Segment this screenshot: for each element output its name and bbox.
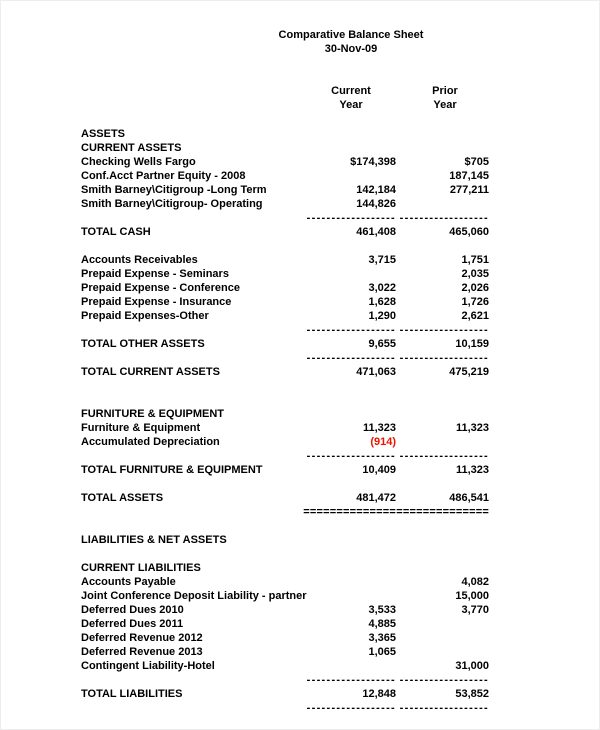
row-smith-barney-citigroup-operating [81,197,489,211]
column-header-current-line1: Current [331,85,371,97]
double-rule-current: ============== [303,506,396,518]
prior-year-value [396,631,489,645]
dashed-rule-prior: ------------------ [399,450,489,462]
row-label: Deferred Revenue 2012 [81,632,203,644]
current-year-value [286,407,396,421]
row-label: Smith Barney\Citigroup -Long Term [81,184,267,196]
prior-year-value [396,239,489,253]
prior-year-value: 2,035 [461,268,489,280]
dashed-rule-prior: ------------------ [399,324,489,336]
current-year-value: 3,022 [368,282,396,294]
row-label: Joint Conference Deposit Liability - partner [81,590,307,602]
row-accounts-payable [81,575,489,589]
prior-year-value [396,379,489,393]
current-year-value [286,575,396,589]
dashed-rule-prior: ------------------ [399,674,489,686]
row-blank [81,379,489,393]
row-total-other-assets [81,337,489,351]
row-checking-wells-fargo [81,155,489,169]
current-year-value: 10,409 [362,464,396,476]
prior-year-value: $705 [464,156,489,168]
row-label [81,211,286,225]
row-label: LIABILITIES & NET ASSETS [81,534,227,546]
prior-year-value [396,197,489,211]
row-total-liabilities [81,687,489,701]
current-year-value: 1,290 [368,310,396,322]
row-label: Deferred Revenue 2013 [81,646,203,658]
current-year-value [286,659,396,673]
row-label: TOTAL OTHER ASSETS [81,338,205,350]
prior-year-value [396,547,489,561]
row-label: Prepaid Expense - Seminars [81,268,229,280]
dashed-rule-current: ------------------ [306,324,396,336]
row-total-furniture-equipment [81,463,489,477]
prior-year-value [396,127,489,141]
row-label [81,519,286,533]
prior-year-value: 1,751 [461,254,489,266]
prior-year-value: 2,621 [461,310,489,322]
prior-year-value [396,407,489,421]
row-assets-heading [81,127,489,141]
prior-year-value: 187,145 [449,170,489,182]
current-year-value [286,547,396,561]
current-year-value [286,169,396,183]
column-header-current-year [296,84,406,112]
prior-year-value [396,393,489,407]
row-conf-acct-partner-equity-2008 [81,169,489,183]
row-label: Contingent Liability-Hotel [81,660,215,672]
row-separator-dashed [81,701,489,715]
dashed-rule-prior: ------------------ [399,212,489,224]
dashed-rule-current: ------------------ [306,674,396,686]
current-year-value: 144,826 [356,198,396,210]
current-year-value: 3,533 [368,604,396,616]
prior-year-value: 31,000 [455,660,489,672]
row-separator-dashed [81,323,489,337]
row-prepaid-expense-insurance [81,295,489,309]
current-year-value: 9,655 [368,338,396,350]
row-accumulated-depreciation [81,435,489,449]
row-prepaid-expense-conference [81,281,489,295]
row-label [81,449,286,463]
column-header-prior-line1: Prior [432,85,458,97]
row-label [81,393,286,407]
prior-year-value [396,645,489,659]
prior-year-value [396,141,489,155]
row-label: TOTAL CASH [81,226,151,238]
row-label: Prepaid Expense - Conference [81,282,240,294]
dashed-rule-current: ------------------ [306,702,396,714]
row-label: Deferred Dues 2010 [81,604,184,616]
prior-year-value: 465,060 [449,226,489,238]
row-label [81,477,286,491]
row-label [81,547,286,561]
row-label: Conf.Acct Partner Equity - 2008 [81,170,246,182]
prior-year-value: 475,219 [449,366,489,378]
row-blank [81,393,489,407]
dashed-rule-current: ------------------ [306,212,396,224]
current-year-value [286,533,396,547]
row-separator-dashed [81,211,489,225]
row-furniture-equipment [81,421,489,435]
prior-year-value [396,435,489,449]
current-year-value: 3,715 [368,254,396,266]
prior-year-value: 10,159 [455,338,489,350]
current-year-value: 3,365 [368,632,396,644]
row-label: CURRENT ASSETS [81,142,182,154]
dashed-rule-current: ------------------ [306,352,396,364]
row-label: TOTAL ASSETS [81,492,164,504]
row-smith-barney-citigroup-long-term [81,183,489,197]
dashed-rule-prior: ------------------ [399,352,489,364]
row-blank [81,547,489,561]
current-year-value [286,561,396,575]
row-label [81,505,286,519]
prior-year-value: 277,211 [449,184,489,196]
current-year-value [286,379,396,393]
row-label [81,379,286,393]
row-label [81,323,286,337]
prior-year-value [396,561,489,575]
row-separator-dashed [81,673,489,687]
prior-year-value: 1,726 [461,296,489,308]
row-furniture-equipment-heading [81,407,489,421]
current-year-value [286,393,396,407]
document-date: 30-Nov-09 [324,43,378,55]
current-year-value [286,127,396,141]
row-label: Deferred Dues 2011 [81,618,184,630]
prior-year-value: 11,323 [455,464,489,476]
column-header-prior-year [396,84,494,112]
row-label: CURRENT LIABILITIES [81,562,201,574]
column-header-prior-line2: Year [433,99,457,111]
prior-year-value: 2,026 [461,282,489,294]
row-prepaid-expense-seminars [81,267,489,281]
row-prepaid-expenses-other [81,309,489,323]
current-year-value: 481,472 [356,492,396,504]
prior-year-value [396,519,489,533]
row-label: Smith Barney\Citigroup- Operating [81,198,263,210]
column-header-current-line2: Year [339,99,363,111]
row-label [81,673,286,687]
row-label: Accumulated Depreciation [81,436,220,448]
prior-year-value: 4,082 [461,576,489,588]
dashed-rule-prior: ------------------ [399,702,489,714]
dashed-rule-current: ------------------ [306,450,396,462]
row-label: Prepaid Expenses-Other [81,310,209,322]
row-deferred-revenue-2012 [81,631,489,645]
row-deferred-dues-2010 [81,603,489,617]
current-year-value: 461,408 [356,226,396,238]
prior-year-value [396,617,489,631]
current-year-value [286,477,396,491]
current-year-value [286,519,396,533]
row-blank [81,519,489,533]
row-liabilities-net-assets-heading [81,533,489,547]
row-label [81,239,286,253]
current-year-value: (914) [370,436,396,448]
document-title: Comparative Balance Sheet [278,29,424,41]
row-total-current-assets [81,365,489,379]
current-year-value: 1,065 [368,646,396,658]
row-blank [81,239,489,253]
prior-year-value: 486,541 [449,492,489,504]
row-deferred-dues-2011 [81,617,489,631]
current-year-value [286,239,396,253]
row-current-liabilities-heading [81,561,489,575]
row-label: ASSETS [81,128,126,140]
current-year-value: 12,848 [362,688,396,700]
row-separator-dashed [81,351,489,365]
row-label: Prepaid Expense - Insurance [81,296,232,308]
current-year-value [286,589,396,603]
prior-year-value: 3,770 [461,604,489,616]
prior-year-value [396,533,489,547]
row-separator-double [81,505,489,519]
prior-year-value: 15,000 [455,590,489,602]
current-year-value: 142,184 [356,184,396,196]
current-year-value [286,141,396,155]
prior-year-value: 11,323 [455,422,489,434]
row-blank [81,477,489,491]
row-current-assets-heading [81,141,489,155]
row-total-cash [81,225,489,239]
row-separator-dashed [81,449,489,463]
balance-sheet-rows [81,127,489,715]
row-label: TOTAL FURNITURE & EQUIPMENT [81,464,263,476]
row-label [81,351,286,365]
current-year-value [286,267,396,281]
row-accounts-receivables [81,253,489,267]
row-joint-conference-deposit-liability-partner [81,589,489,603]
prior-year-value [396,477,489,491]
double-rule-prior: ============== [396,506,489,518]
row-label: TOTAL CURRENT ASSETS [81,366,220,378]
current-year-value: 4,885 [368,618,396,630]
current-year-value: 11,323 [362,422,396,434]
row-label: Accounts Receivables [81,254,198,266]
prior-year-value: 53,852 [455,688,489,700]
row-total-assets [81,491,489,505]
row-label: Furniture & Equipment [81,422,201,434]
row-label [81,701,286,715]
current-year-value: $174,398 [350,156,396,168]
current-year-value: 471,063 [356,366,396,378]
document-title-block [151,28,551,56]
row-label: FURNITURE & EQUIPMENT [81,408,224,420]
row-label: Checking Wells Fargo [81,156,196,168]
current-year-value: 1,628 [368,296,396,308]
row-label: Accounts Payable [81,576,176,588]
row-deferred-revenue-2013 [81,645,489,659]
row-contingent-liability-hotel [81,659,489,673]
row-label: TOTAL LIABILITIES [81,688,183,700]
